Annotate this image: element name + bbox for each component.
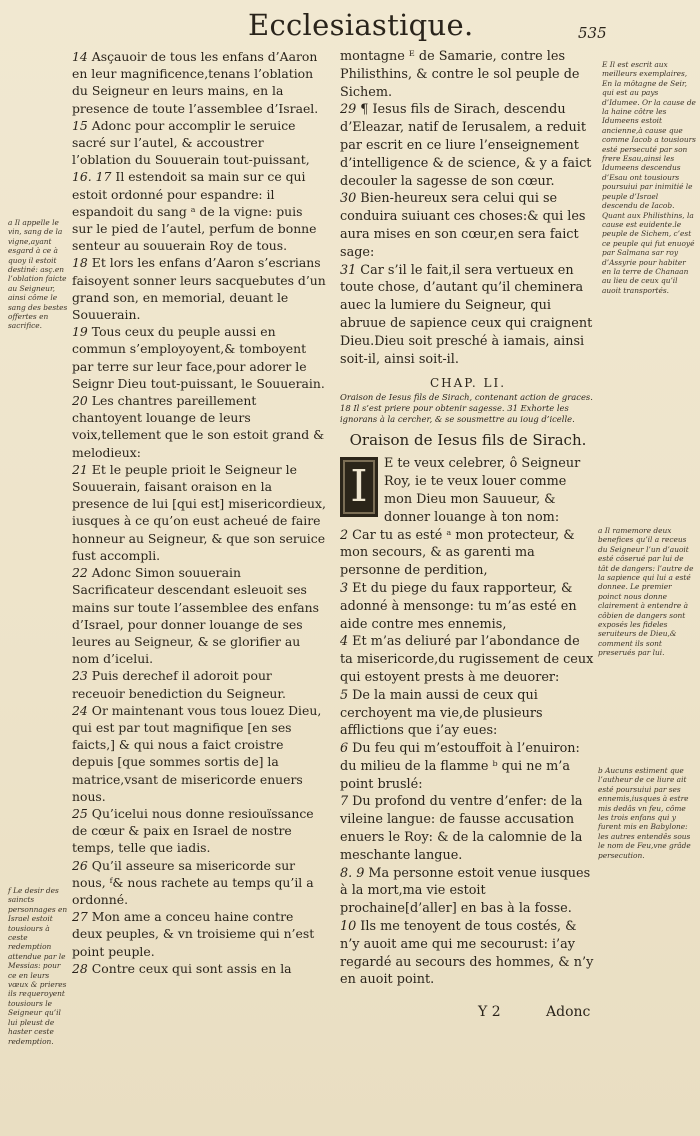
verse-text: montagne ᴱ de Samarie, contre les Philisthins, & contre le sol peuple de Sichem. <box>340 49 580 100</box>
verse <box>72 254 326 323</box>
verse <box>72 117 326 169</box>
left-column <box>72 48 326 977</box>
verse-text: Ils me tenoyent de tous costés, & n’y auoit ame qui me secourust: i’ay regardé au secours des hommes, & n’y en auoit point. <box>340 919 594 988</box>
verse-text: Et le peuple prioit le Seigneur le Souuerain, faisant oraison en la presence de lui [qui est] misericordieux, iusques à ce qu’on eust acheué de faire honneur au Seigneur, & que son seruice fust accompli. <box>72 461 326 563</box>
verse-number: 23 <box>72 668 88 684</box>
verse <box>72 392 326 461</box>
verse <box>72 960 326 977</box>
margin-note-right-e: E Il est escrit aux meilleurs exemplaires, En la môtagne de Seir, qui est au pays d’Idumee. Or la cause de la haine côtre les Idumeens estoit ancienne,à cause que comme Iacob a tousiours esté persecuté par son frere Esau,ainsi les Idumeens descendus d’Esau ont tousiours poursuiui par inimitié le peuple d’Israel descendu de Iacob. Quant aux Philisthins, la cause est euidente.le peuple de Sichem, c’est ce peuple qui fut enuoyé par Salmana sar roy d’Assyrie pour habiter en la terre de Chanaan au lieu de ceux qu’il auoit transportés. <box>602 60 696 295</box>
verse <box>340 633 596 686</box>
verse <box>72 48 326 117</box>
verse-number: 18 <box>72 255 88 271</box>
verse-number: 7 <box>340 794 349 810</box>
verse-text: Qu’icelui nous donne resiouïssance de cœur & paix en Israel de nostre temps, telle que iadis. <box>72 805 314 856</box>
verse-number: 20 <box>72 393 88 409</box>
verse-number: 19 <box>72 324 88 340</box>
verse-number: 4 <box>340 634 349 650</box>
verse <box>340 101 596 190</box>
verse-number: 10 <box>340 919 357 935</box>
verse-text: Du feu qui m’estouffoit à l’enuiron: du milieu de la flamme ᵇ qui ne m’a point bruslé: <box>340 741 580 792</box>
verse-number: 6 <box>340 741 349 757</box>
signature-mark: Y 2 <box>478 1004 501 1020</box>
verse-text: Tous ceux du peuple aussi en commun s’employoyent,& tomboyent par terre sur leur face,pour adorer le Seignr Dieu tout-puissant, le Souuerain. <box>72 324 325 391</box>
verse-text: Contre ceux qui sont assis en la <box>91 960 292 976</box>
verse-number: 22 <box>72 565 88 581</box>
verse <box>340 865 596 918</box>
verse <box>340 740 596 793</box>
verse-number: 2 <box>340 527 349 543</box>
verse-text: Adonc pour accomplir le seruice sacré sur l’autel, & accoustrer l’oblation du Souuerain tout-puissant, <box>72 117 310 168</box>
verse <box>340 687 596 740</box>
margin-note-left-f: f Le desir des saincts personnages en Israel estoit tousiours à ceste redemption attendue par le Messias: pour ce en leurs vœux & prieres ils requeroyent tousiours le Seigneur qu’il lui pleust de haster ceste redemption. <box>8 886 68 1046</box>
page-number: 535 <box>578 24 607 42</box>
margin-note-left-a: a Il appelle le vin, sang de la vigne,ayant esgard à ce à quoy il estoit destiné: asç.en l’oblation faicte au Seigneur, ainsi côme le sang des bestes offertes en sacrifice. <box>8 218 68 331</box>
chapter-subheading: Oraison de Iesus fils de Sirach. <box>349 431 587 450</box>
right-column-chapter-verses <box>340 527 596 990</box>
verse <box>72 168 326 254</box>
right-column <box>340 48 596 989</box>
verse-number: 27 <box>72 909 88 925</box>
verse-text: Asçauoir de tous les enfans d’Aaron en leur magnificence,tenans l’oblation du Seigneur en leurs mains, en la presence de toute l’assemblee d’Israel. <box>72 49 319 116</box>
catchword: Adonc <box>546 1004 591 1020</box>
verse <box>340 793 596 864</box>
verse-text: Car s’il le fait,il sera vertueux en toute chose, d’autant qu’il cheminera auec la lumiere du Seigneur, qui abruue de sapience ceux qui craignent Dieu.Dieu soit presché à iamais, ainsi soit-il, ainsi soit-il. <box>340 262 593 367</box>
verse-number: 14 <box>72 49 88 64</box>
verse-text: Du profond du ventre d’enfer: de la vileine langue: de fausse accusation enuers le Roy: & de la calomnie de la meschante langue. <box>340 794 583 863</box>
verse-text: Il estendoit sa main sur ce qui estoit ordonné pour espandre: il espandoit du sang ᵃ de la vigne: puis sur le pied de l’autel, perfum de bonne senteur au souuerain Roy de tous. <box>72 169 317 254</box>
verse-number: 29 <box>340 102 357 118</box>
verse <box>72 805 326 857</box>
verse-text: Puis derechef il adoroit pour receuoir benediction du Seigneur. <box>72 668 286 701</box>
chapter-heading: CHAP. LI. <box>429 376 507 391</box>
verse-number: 21 <box>72 461 88 477</box>
verse-number: 28 <box>72 960 88 976</box>
verse <box>340 48 596 101</box>
verse-number: 31 <box>340 262 357 278</box>
verse-number: 30 <box>340 191 357 207</box>
verse-text: De la main aussi de ceux qui cerchoyent ma vie,de plusieurs afflictions que i’ay eues: <box>340 687 543 739</box>
chapter-summary: Oraison de Iesus fils de Sirach, contenant action de graces. 18 Il s’est priere pour obtenir sagesse. 31 Exhorte les ignorans à la cercher, & se sousmettre au ioug d’icelle. <box>340 392 593 425</box>
dropcap-letter: I <box>340 457 378 517</box>
verse-number: 26 <box>72 857 88 873</box>
margin-note-right-a: a Il ramemore deux benefices qu’il a receus du Seigneur l’un d’auoit esté côserué par lui de tât de dangers: l’autre de la sapience qui lui a esté donnee. Le premier poinct nous donne clairement à entendre à côbien de dangers sont exposés les fideles seruiteurs de Dieu,& comment ils sont preserués par lui. <box>598 526 694 658</box>
verse-text: Or maintenant vous tous louez Dieu, qui est par tout magnifique [en ses faicts,] & qui nous a faict croistre depuis [que sommes sortis de] la matrice,vsant de misericorde enuers nous. <box>72 702 322 804</box>
verse-number: 24 <box>72 702 88 718</box>
verse-text: Et lors les enfans d’Aaron s’escrians faisoyent sonner leurs sacquebutes d’un grand son, en memorial, deuant le Souuerain. <box>72 255 326 323</box>
verse-text: ¶ Iesus fils de Sirach, descendu d’Eleazar, natif de Ierusalem, a reduit par escrit en ce liure l’enseignement d’intelligence & de science, & y a faict decouler la sagesse de son cœur. <box>340 102 592 189</box>
verse <box>340 918 596 989</box>
verse-number: 3 <box>340 580 349 596</box>
verse-text: Ma personne estoit venue iusques à la mort,ma vie estoit prochaine[d’aller] en bas à la fosse. <box>340 865 591 917</box>
verse <box>72 908 326 960</box>
verse-number: 25 <box>72 805 88 821</box>
verse-text: Les chantres pareillement chantoyent louange de leurs voix,tellement que le son estoit grand & melodieux: <box>72 393 325 460</box>
right-column-top <box>340 48 596 368</box>
verse-text: Et du piege du faux rapporteur, & adonné à mensonge: tu m’as esté en aide contre mes ennemis, <box>340 580 577 632</box>
verse-number: 16. 17 <box>72 169 112 185</box>
verse <box>72 461 326 564</box>
verse-text: Et m’as deliuré par l’abondance de ta misericorde,du rugissement de ceux qui estoyent prests à me deuorer: <box>340 634 594 685</box>
margin-note-right-b: b Aucuns estiment que l’autheur de ce liure ait esté poursuiui par ses ennemis,iusques à estre mis dedâs vn feu, côme les trois enfans qui y furent mis en Babylone: les autres entendês sous le nom de Feu,vne grâde persecution. <box>598 766 691 860</box>
verse-number: 15 <box>72 117 88 133</box>
verse <box>72 702 326 805</box>
running-head-title: Ecclesiastique. <box>248 8 474 42</box>
verse <box>340 190 596 261</box>
verse <box>340 527 596 580</box>
verse-number: 5 <box>340 687 349 703</box>
verse-text: Car tu as esté ᵃ mon protecteur, & mon secours, & as garenti ma personne de perdition, <box>340 527 575 579</box>
chapter-opening <box>340 455 596 526</box>
verse <box>340 580 596 633</box>
chapter-opening-text: E te veux celebrer, ô Seigneur Roy, ie te veux louer comme mon Dieu mon Sauueur, & donner louange à ton nom: <box>384 456 581 525</box>
verse-text: Qu’il asseure sa misericorde sur nous, ᶠ& nous rachete au temps qu’il a ordonné. <box>72 857 314 907</box>
verse <box>72 323 326 392</box>
verse <box>72 857 326 909</box>
verse <box>72 564 326 667</box>
verse-number: 8. 9 <box>340 865 365 881</box>
verse-text: Mon ame a conceu haine contre deux peuples, & vn troisieme qui n’est point peuple. <box>72 909 315 959</box>
verse <box>72 667 326 701</box>
verse-text: Bien-heureux sera celui qui se conduira suiuant ces choses:& qui les aura mises en son cœur,en sera faict sage: <box>340 191 586 260</box>
verse-text: Adonc Simon souuerain Sacrificateur descendant esleuoit ses mains sur toute l’assemblee des enfans d’Israel, pour donner louange de ses leures au Seigneur, & se glorifier au nom d’icelui. <box>72 565 320 667</box>
verse <box>340 262 596 369</box>
